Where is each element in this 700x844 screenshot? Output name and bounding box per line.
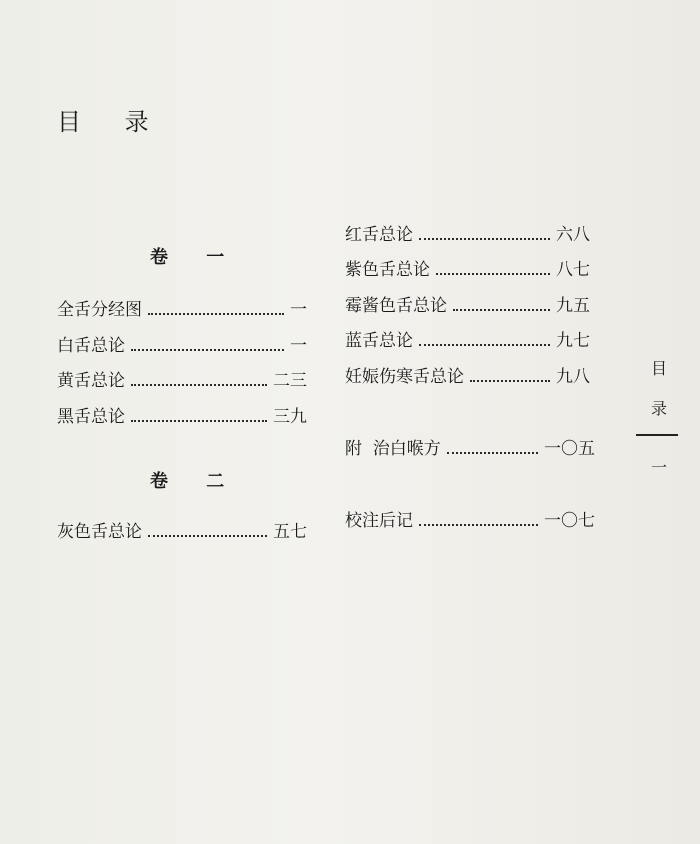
toc-entry-label: 黑舌总论 [57,407,125,427]
toc-entry[interactable] [57,366,307,396]
toc-entry[interactable] [57,331,307,361]
leader-dots [419,524,538,526]
toc-entry[interactable] [345,326,590,356]
toc-entry-page: 一 [290,300,307,320]
leader-dots [447,452,538,454]
toc-entry-page: 五七 [273,522,307,542]
toc-entry-page: 六八 [556,225,590,245]
leader-dots [131,420,267,422]
leader-dots [419,238,550,240]
toc-entry-label: 红舌总论 [345,225,413,245]
toc-entry-page: 三九 [273,407,307,427]
running-head-char-1: 目 [650,359,667,378]
leader-dots [436,273,550,275]
toc-entry-page: 八七 [556,260,590,280]
toc-entry-page: 九八 [556,367,590,387]
leader-dots [131,349,284,351]
page-number: 一 [650,458,667,477]
toc-entry-label: 霉酱色舌总论 [345,296,447,316]
volume-heading-1: 卷 一 [150,247,241,268]
toc-entry-page: 二三 [273,371,307,391]
toc-entry[interactable] [57,517,307,547]
leader-dots [148,313,284,315]
toc-entry[interactable] [57,295,307,325]
toc-entry-label: 紫色舌总论 [345,260,430,280]
toc-entry[interactable] [345,220,590,250]
page-title: 目 录 [57,108,167,136]
toc-entry[interactable] [57,402,307,432]
leader-dots [148,535,267,537]
toc-entry-page: 一 [290,336,307,356]
running-head-char-2: 录 [650,399,667,418]
toc-entry-label: 蓝舌总论 [345,331,413,351]
toc-entry-page: 九五 [556,296,590,316]
leader-dots [131,384,267,386]
toc-entry-label: 校注后记 [345,511,413,531]
toc-entry-label: 妊娠伤寒舌总论 [345,367,464,387]
toc-entry-page: 一〇五 [544,439,595,459]
toc-entry[interactable] [345,506,595,536]
leader-dots [419,344,550,346]
toc-entry-page: 九七 [556,331,590,351]
toc-entry[interactable] [345,291,590,321]
toc-entry-label: 黄舌总论 [57,371,125,391]
toc-entry-label: 全舌分经图 [57,300,142,320]
toc-entry-label: 白舌总论 [57,336,125,356]
toc-entry[interactable] [345,255,590,285]
running-head-rule [636,434,678,436]
volume-heading-2: 卷 二 [150,471,241,492]
toc-entry-page: 一〇七 [544,511,595,531]
leader-dots [470,380,550,382]
leader-dots [453,309,550,311]
toc-entry[interactable] [345,434,595,464]
toc-entry-label: 附 治白喉方 [345,439,441,459]
toc-entry-label: 灰色舌总论 [57,522,142,542]
toc-entry[interactable] [345,362,590,392]
